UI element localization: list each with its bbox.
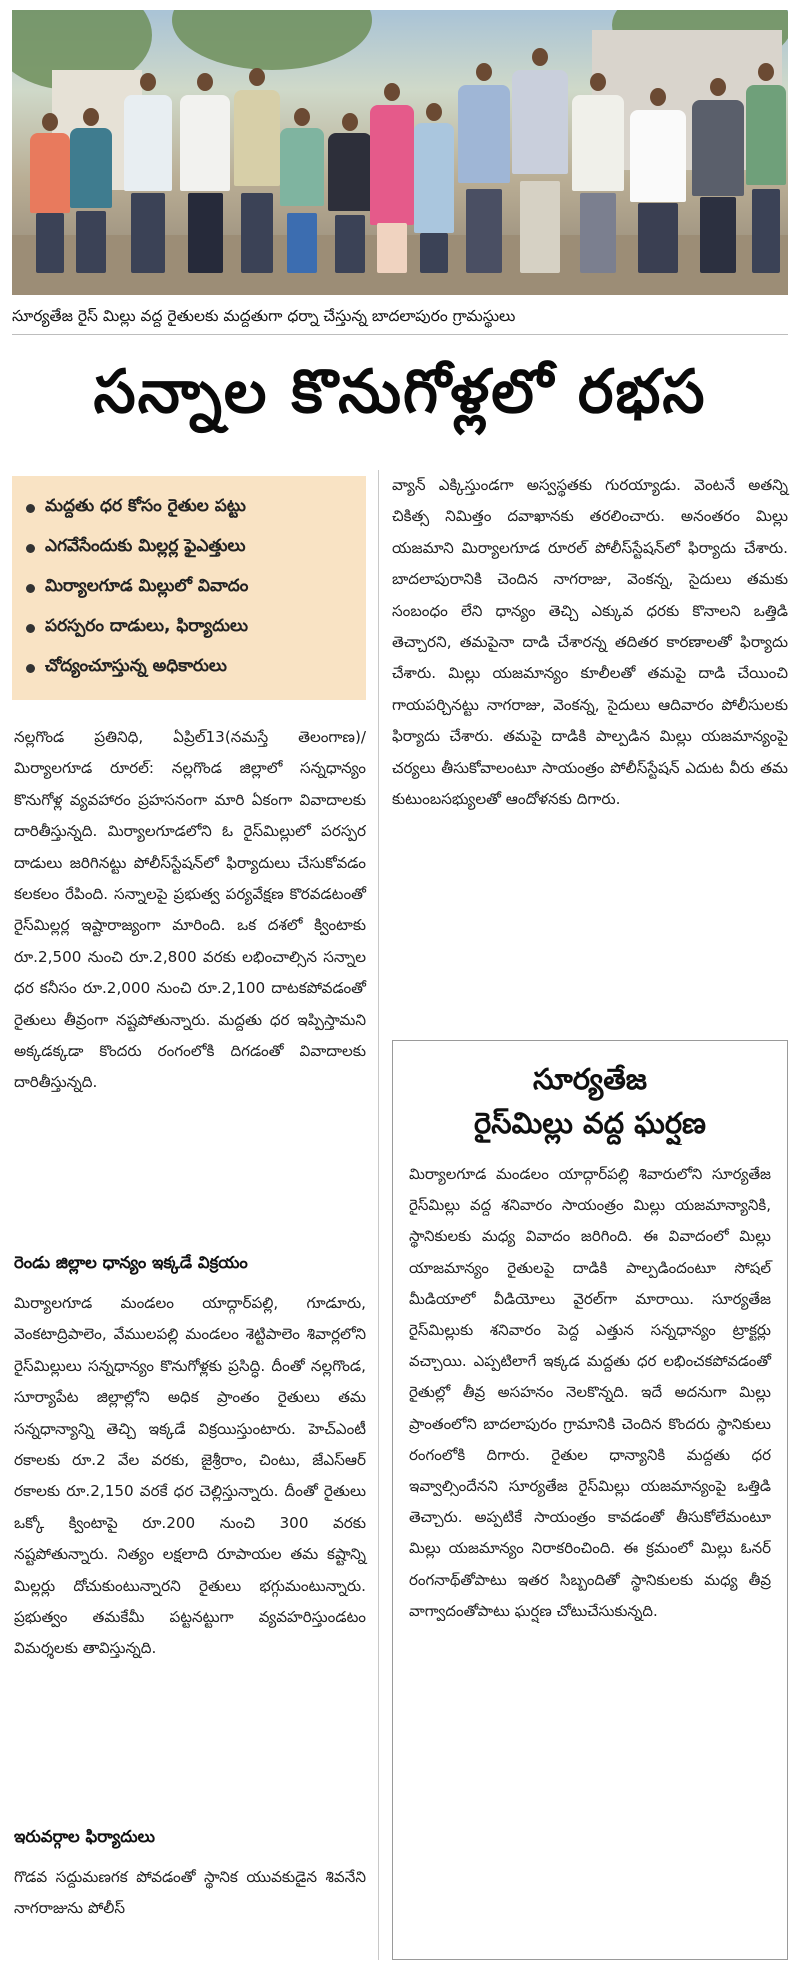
- headline: సన్నాల కొనుగోళ్లలో రభస: [93, 357, 707, 427]
- sidebar-title-line-1: సూర్యతేజ: [533, 1062, 647, 1096]
- article-paragraph-1: నల్లగొండ ప్రతినిధి, ఏప్రిల్13(నమస్తే తెలంగాణ)/మిర్యాలగూడ రూరల్: నల్లగొండ జిల్లాలో సన్నధాన్యం కొనుగోళ్ల వ్యవహారం ప్రహసనంగా మారి ఏకంగా వివాదాలకు దారితీస్తున్నది. మిర్యాలగూడలోని ఓ రైస్‌మిల్లులో పరస్పర దాడులు జరిగినట్టు పోలీస్‌స్టేషన్‌లో ఫిర్యాదులు చేసుకోవడం కలకలం రేపింది. సన్నాలపై ప్రభుత్వ పర్యవేక్షణ కొరవడటంతో రైస్‌మిల్లర్ల ఇష్టారాజ్యంగా మారింది. ఒక దశలో క్వింటాకు రూ.2,500 నుంచి రూ.2,800 వరకు లభించాల్సిన సన్నాల ధర కనీసం రూ.2,000 నుంచి రూ.2,100 దాటకపోవడంతో రైతులు తీవ్రంగా నష్టపోతున్నారు. మద్దతు ధర ఇప్పిస్తామని అక్కడక్కడా కొందరు రంగంలోకి దిగడంతో వివాదాలకు దారితీస్తున్నది.: [14, 728, 366, 1092]
- highlight-item: మిర్యాలగూడ మిల్లులో వివాదం: [26, 568, 352, 608]
- news-photo: [12, 10, 788, 295]
- article-paragraph-3: గొడవ సద్దుమణగక పోవడంతో స్థానిక యువకుడైన శివనేని నాగరాజును పోలీస్: [14, 1868, 366, 1918]
- column-divider: [378, 470, 379, 1960]
- sidebar-story-body: మిర్యాలగూడ మండలం యాద్గార్‌పల్లి శివారులోని సూర్యతేజ రైస్‌మిల్లు వద్ద శనివారం సాయంత్రం మిల్లు యజమాన్యానికి, స్థానికులకు మధ్య వివాదం జరిగింది. ఈ వివాదంలో మిల్లు యాజమాన్యం రైతులపై దాడికి పాల్పడిందంటూ సోషల్ మీడియాలో వీడియోలు వైరల్‌గా మారాయి. సూర్యతేజ రైస్‌మిల్లుకు శనివారం పెద్ద ఎత్తున సన్నధాన్యం ట్రాక్టర్లు వచ్చాయి. ఎప్పటిలాగే ఇక్కడ మద్దతు ధర లభించకపోవడంతో రైతుల్లో తీవ్ర అసహనం నెలకొన్నది. ఇదే అదనుగా మిల్లు ప్రాంతంలోని బాదలాపురం గ్రామానికి చెందిన కొందరు స్థానికులు రంగంలోకి దిగారు. రైతుల ధాన్యానికి మద్దతు ధర ఇవ్వాల్సిందేనని సూర్యతేజ రైస్‌మిల్లు యజమాన్యంపై ఒత్తిడి తెచ్చారు. అప్పటికే సాయంత్రం కావడంతో తీసుకోలేమంటూ మిల్లు యజమాన్యం నిరాకరించింది. ఈ క్రమంలో మిల్లు ఓనర్ రంగనాథ్‌తోపాటు ఇతర సిబ్బందితో స్థానికులకు మధ్య తీవ్ర వాగ్వాదంతోపాటు ఘర్షణ చోటుచేసుకున్నది.: [409, 1165, 771, 1620]
- highlight-item: మద్దతు ధర కోసం రైతుల పట్టు: [26, 488, 352, 528]
- highlights-box: [12, 476, 366, 700]
- highlight-item: పరస్పరం దాడులు, ఫిర్యాదులు: [26, 608, 352, 648]
- caption-divider: [12, 334, 788, 335]
- sidebar-title-line-2: రైస్‌మిల్లు వద్ద ఘర్షణ: [474, 1106, 706, 1140]
- bullet-icon: [26, 544, 35, 553]
- subheading-2: ఇరువర్గాల ఫిర్యాదులు: [14, 1827, 156, 1846]
- bullet-icon: [26, 504, 35, 513]
- sidebar-story-title: [409, 1057, 771, 1145]
- subheading-1: రెండు జిల్లాల ధాన్యం ఇక్కడే విక్రయం: [14, 1253, 248, 1272]
- highlight-item: ఎగవేసేందుకు మిల్లర్ల ఫైఎత్తులు: [26, 528, 352, 568]
- highlight-item: చోద్యంచూస్తున్న అధికారులు: [26, 648, 352, 688]
- bullet-icon: [26, 584, 35, 593]
- article-paragraph-2: మిర్యాలగూడ మండలం యాద్గార్‌పల్లి, గూడూరు, వెంకటాద్రిపాలెం, వేములపల్లి మండలం శెట్టిపాలెం శివార్లలోని రైస్‌మిల్లులు సన్నధాన్యం కొనుగోళ్లకు ప్రసిద్ధి. దీంతో నల్లగొండ, సూర్యాపేట జిల్లాల్లోని అధిక ప్రాంతం రైతులు తమ సన్నధాన్యాన్ని తెచ్చి ఇక్కడే విక్రయిస్తుంటారు. హెచ్‌ఎంటీ రకాలకు రూ.2 వేల వరకు, జైశ్రీరాం, చింటు, జేఎస్‌ఆర్ రకాలకు రూ.2,150 వరకే ధర చెల్లిస్తున్నారు. దీంతో రైతులు ఒక్కో క్వింటాపై రూ.200 నుంచి 300 వరకు నష్టపోతున్నారు. నిత్యం లక్షలాది రూపాయల తమ కష్టాన్ని మిల్లర్లు దోచుకుంటున్నారని రైతులు భగ్గుమంటున్నారు. ప్రభుత్వం తమకేమీ పట్టనట్టుగా వ్యవహరిస్తుండటం విమర్శలకు తావిస్తున్నది.: [14, 1294, 366, 1658]
- article-paragraph-right: వ్యాన్ ఎక్కిస్తుండగా అస్వస్థతకు గురయ్యాడు. వెంటనే అతన్ని చికిత్స నిమిత్తం దవాఖానకు తరలించారు. అనంతరం మిల్లు యజమాని మిర్యాలగూడ రూరల్ పోలీస్‌స్టేషన్‌లో ఫిర్యాదు చేశారు. బాదలాపురానికి చెందిన నాగరాజు, వెంకన్న, సైదులు తమకు సంబంధం లేని ధాన్యం తెచ్చి ఎక్కువ ధరకు కొనాలని ఒత్తిడి తెచ్చారని, తమపైనా దాడి చేశారన్న తదితర కారణాలతో ఫిర్యాదు చేశారు. మిల్లు యజమాన్యం కూలీలతో తమపై దాడి చేయించి గాయపర్చినట్టు నాగరాజు, వెంకన్న, సైదులు ఆదివారం పోలీసులకు ఫిర్యాదు చేశారు. తమపై దాడికి పాల్పడిన మిల్లు యజమాన్యంపై చర్యలు తీసుకోవాలంటూ సాయంత్రం పోలీస్‌స్టేషన్ ఎదుట వీరు తమ కుటుంబసభ్యులతో ఆందోళనకు దిగారు.: [392, 476, 788, 809]
- photo-caption: సూర్యతేజ రైస్ మిల్లు వద్ద రైతులకు మద్దతుగా ధర్నా చేస్తున్న బాదలాపురం గ్రామస్థులు: [12, 307, 516, 325]
- bullet-icon: [26, 664, 35, 673]
- sidebar-story-box: [392, 1040, 788, 1960]
- bullet-icon: [26, 624, 35, 633]
